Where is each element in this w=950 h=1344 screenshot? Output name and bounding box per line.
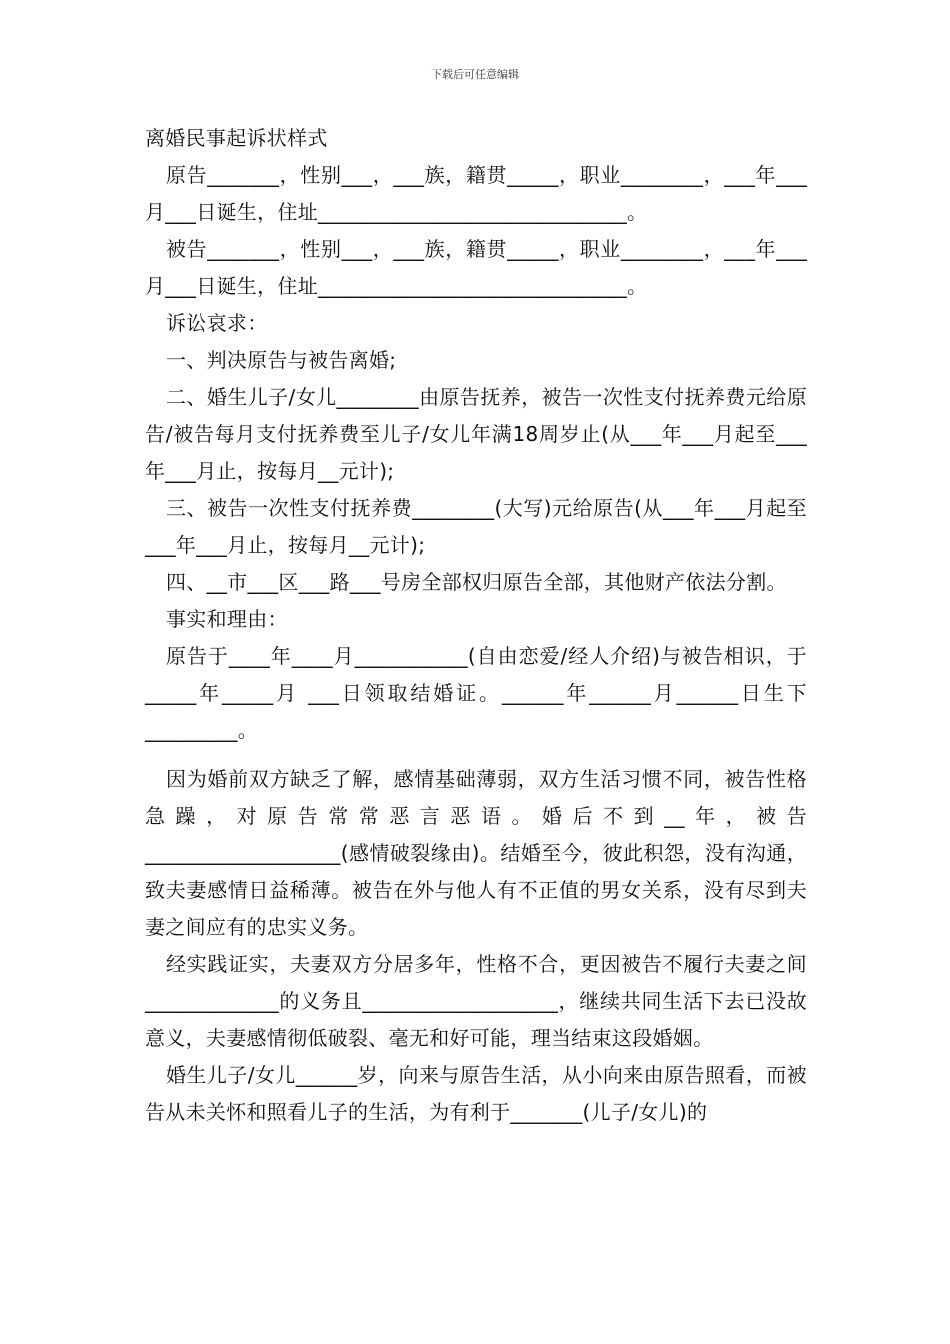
- claim-4-paragraph: 四、__市___区___路___号房全部权归原告全部，其他财产依法分割。: [166, 570, 787, 594]
- claim-3-paragraph: 三、被告一次性支付抚养费________(大写)元给原告(从___年___月起至___年___月止，按每月__元计);: [145, 496, 807, 557]
- facts-paragraph-3: 经实践证实，夫妻双方分居多年，性格不合，更因被告不履行夫妻之间_____________的义务且___________________，继续共同生活下去已没故意义，夫妻感情彻低破裂、毫无和好可能，理当结束这段婚姻。: [145, 952, 807, 1050]
- facts-paragraph-4: 婚生儿子/女儿______岁，向来与原告生活，从小向来由原告照看，而被告从未关怀和照看儿子的生活，为有利于_______(儿子/女儿)的: [145, 1063, 807, 1124]
- facts-paragraph-2: 因为婚前双方缺乏了解，感情基础薄弱，双方生活习惯不同，被告性格急躁，对原告常常恶言恶语。婚后不到__年，被告___________________(感情破裂缘由)。结婚至今，彼此积怨，没有沟通，致夫妻感情日益稀薄。被告在外与他人有不正值的男女关系，没有尽到夫妻之间应有的忠实义务。: [145, 767, 807, 939]
- document-body: [145, 120, 807, 1131]
- facts-paragraph-1: 原告于____年____月___________(自由恋爱/经人介绍)与被告相识，于_____年_____月 ___日领取结婚证。______年______月______日生下_________。: [145, 644, 807, 742]
- defendant-info-paragraph: 被告_______，性别___，___族，籍贯_____，职业________，___年___月___日诞生，住址______________________________。: [145, 237, 807, 298]
- claims-heading: 诉讼哀求：: [166, 311, 268, 335]
- page-header: 下载后可任意编辑: [431, 68, 519, 81]
- claim-1-paragraph: 一、判决原告与被告离婚;: [166, 348, 397, 372]
- facts-heading: 事实和理由：: [166, 607, 288, 631]
- document-title: 离婚民事起诉状样式: [145, 126, 328, 150]
- claim-2-paragraph: 二、婚生儿子/女儿________由原告抚养，被告一次性支付抚养费元给原告/被告每月支付抚养费至儿子/女儿年满18周岁止(从___年___月起至___年___月止，按每月__元计);: [145, 385, 807, 483]
- plaintiff-info-paragraph: 原告_______，性别___，___族，籍贯_____，职业________，___年___月___日诞生，住址______________________________。: [145, 163, 807, 224]
